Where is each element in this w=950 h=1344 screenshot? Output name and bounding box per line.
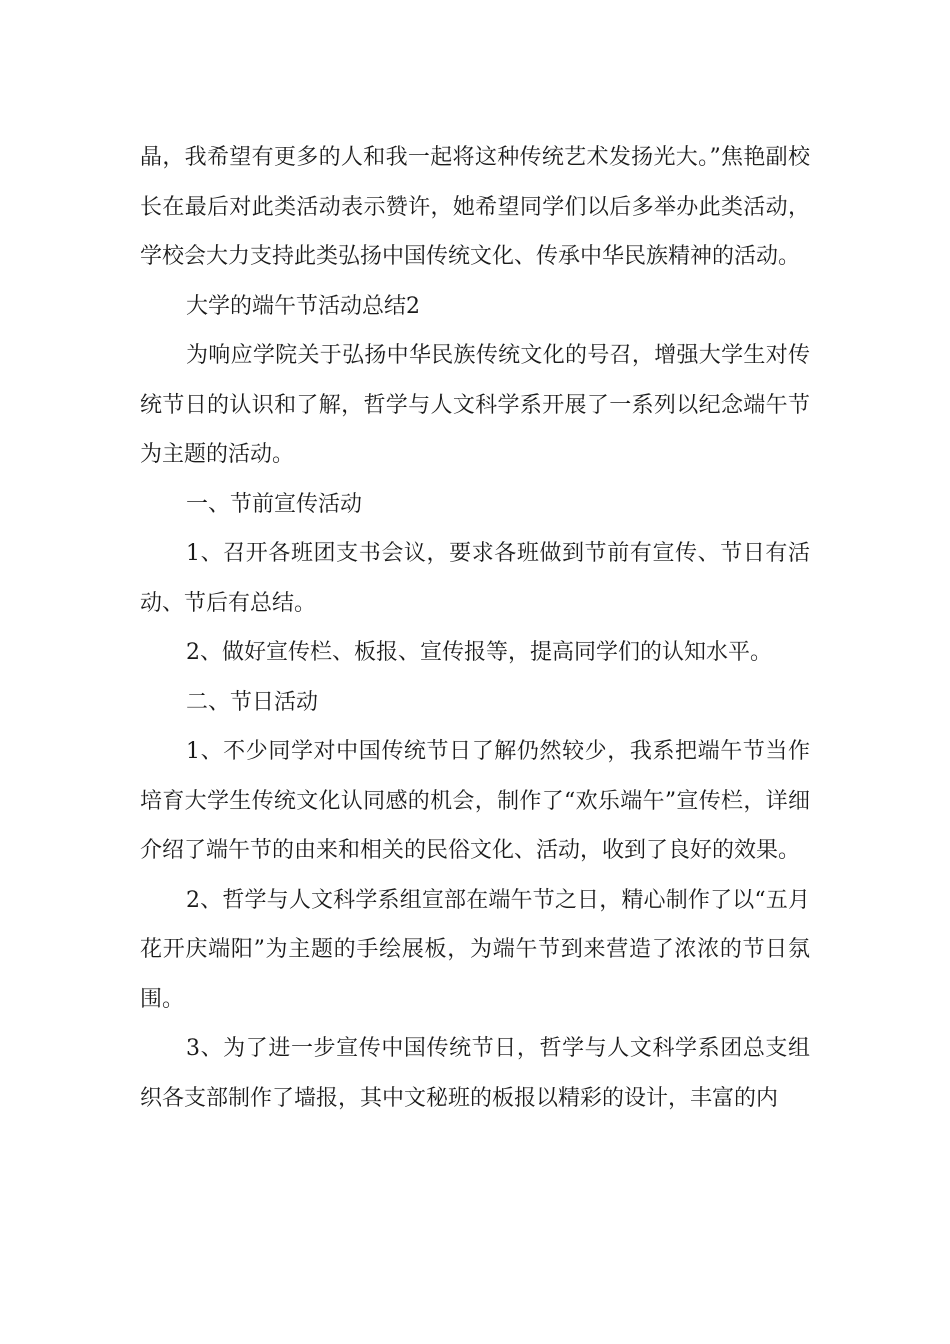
heading-pre-festival: 一、节前宣传活动 (186, 491, 363, 517)
paragraph-continuation: 晶，我希望有更多的人和我一起将这种传统艺术发扬光大。”焦艳副校长在最后对此类活动表示赞许，她希望同学们以后多举办此类活动，学校会大力支持此类弘扬中国传统文化、传承中华民族精神的活动。 (140, 145, 810, 269)
document-body (140, 133, 810, 1123)
paragraph-intro: 为响应学院关于弘扬中华民族传统文化的号召，增强大学生对传统节日的认识和了解，哲学与人文科学系开展了一系列以纪念端午节为主题的活动。 (140, 343, 810, 467)
list-item: 1、召开各班团支书会议，要求各班做到节前有宣传、节日有活动、节后有总结。 (140, 541, 810, 616)
list-item: 2、做好宣传栏、板报、宣传报等，提高同学们的认知水平。 (186, 640, 772, 665)
list-item: 1、不少同学对中国传统节日了解仍然较少，我系把端午节当作培育大学生传统文化认同感的机会，制作了“欢乐端午”宣传栏，详细介绍了端午节的由来和相关的民俗文化、活动，收到了良好的效果。 (140, 739, 810, 863)
heading-festival-activities: 二、节日活动 (186, 689, 319, 715)
list-item: 3、为了进一步宣传中国传统节日，哲学与人文科学系团总支组织各支部制作了墙报，其中文秘班的板报以精彩的设计，丰富的内 (140, 1036, 810, 1111)
section-title: 大学的端午节活动总结2 (186, 293, 420, 319)
list-item: 2、哲学与人文科学系组宣部在端午节之日，精心制作了以“五月花开庆端阳”为主题的手绘展板，为端午节到来营造了浓浓的节日氛围。 (140, 887, 810, 1012)
